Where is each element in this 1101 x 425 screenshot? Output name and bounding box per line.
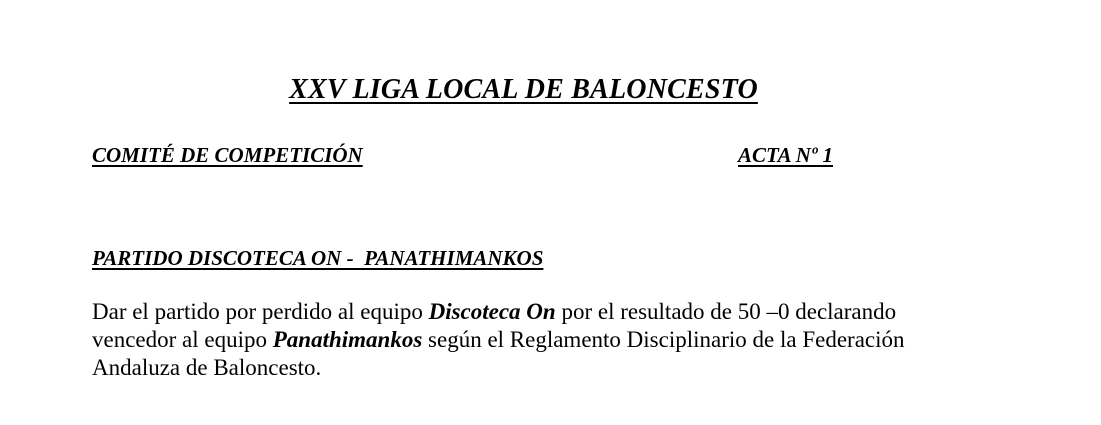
text-segment: Dar el partido por perdido al equipo xyxy=(92,299,429,324)
resolution-paragraph xyxy=(92,298,992,382)
text-segment: por el resultado de 50 –0 declarando xyxy=(555,299,897,324)
acta-number: ACTA Nº 1 xyxy=(738,143,833,167)
committee-heading: COMITÉ DE COMPETICIÓN xyxy=(92,143,363,167)
paragraph-line xyxy=(92,326,992,354)
text-segment: vencedor al equipo xyxy=(92,327,273,352)
document-title: XXV LIGA LOCAL DE BALONCESTO xyxy=(289,74,758,105)
team-name: Panathimankos xyxy=(272,327,423,352)
paragraph-line xyxy=(92,298,992,326)
text-segment: según el Reglamento Disciplinario de la Federación xyxy=(422,327,905,352)
match-heading: PARTIDO DISCOTECA ON - PANATHIMANKOS xyxy=(92,246,544,270)
team-name: Discoteca On xyxy=(428,299,556,324)
paragraph-line: Andaluza de Baloncesto. xyxy=(92,355,322,380)
